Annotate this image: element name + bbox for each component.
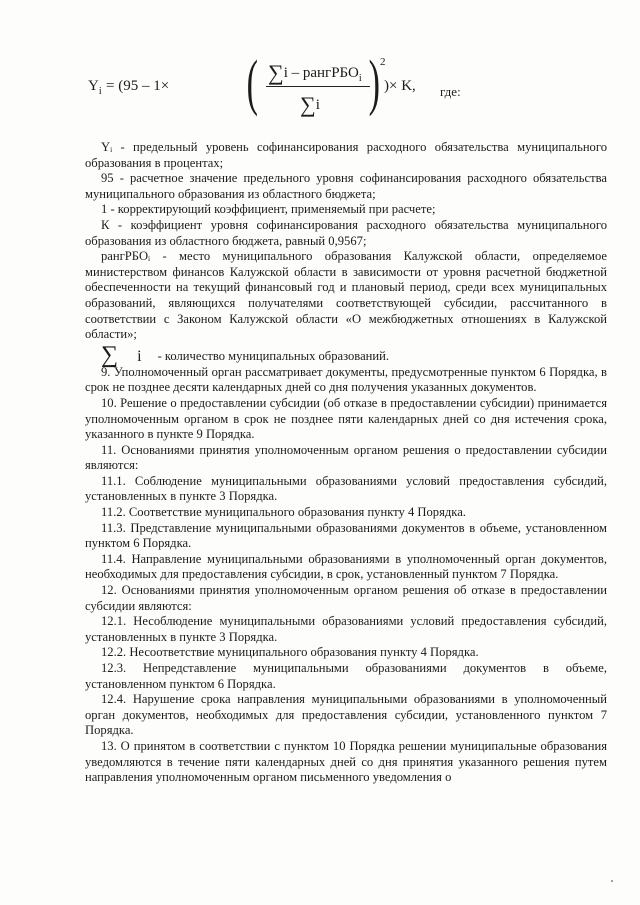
definition-k: К - коэффициент уровня софинансирования расходного обязательства муниципального образования из областного бюджета, равный 0,9567; xyxy=(85,217,607,248)
definition-95: 95 - расчетное значение предельного уровня софинансирования расходного обязательства муниципального образования из областного бюджета; xyxy=(85,171,607,201)
clause-13: 13. О принятом в соответствии с пунктом 10 Порядка решении муниципальные образования уведомляются в течение пяти календарных дней со дня принятия указанного решения путем направления уполномоченным органом письменного уведомления о xyxy=(85,738,607,785)
clause-11-1: 11.1. Соблюдение муниципальными образованиями условий предоставления субсидий, установленных в пункте 3 Порядка. xyxy=(85,473,607,504)
formula-lhs: $Y_i$ xyxy=(88,78,102,97)
formula-tail: )× K, xyxy=(384,78,416,94)
formula-numerator: ∑i – рангРБО$_i$ xyxy=(268,60,362,85)
clause-11-4: 11.4. Направление муниципальными образованиями в уполномоченный орган документов, необходимых для предоставления субсидии, в срок, установленный пунктом 7 Порядка. xyxy=(85,551,607,582)
clause-12-1: 12.1. Несоблюдение муниципальными образованиями условий предоставления субсидий, установленных в пункте 3 Порядка. xyxy=(85,614,607,644)
clause-11-2: 11.2. Соответствие муниципального образования пункту 4 Порядка. xyxy=(101,505,466,520)
sum-text: - количество муниципальных образований. xyxy=(157,349,390,364)
sum-symbol: ∑ xyxy=(101,341,119,368)
clause-12-2: 12.2. Несоответствие муниципального образования пункту 4 Порядка. xyxy=(101,645,479,660)
definition-rank: рангРБОᵢ - место муниципального образования Калужской области, определяемое министерством финансов Калужской области в зависимости от уровня расчетной бюджетной обеспеченности на текущий финансовый год и плановый период, среди всех муниципальных образований, являющихся получателями соответствующей субсидии, рассчитанного в соответствии с Законом Калужской области «О межбюджетных отношениях в Калужской области»; xyxy=(85,249,607,342)
document-body xyxy=(85,140,607,786)
clause-11-3: 11.3. Представление муниципальными образованиями документов в объеме, установленном пунктом 6 Порядка. xyxy=(85,520,607,551)
fraction-line xyxy=(266,86,370,87)
formula-where: где: xyxy=(440,84,461,99)
formula-left-paren: ( xyxy=(246,49,259,117)
formula-right-paren: ) xyxy=(368,49,381,117)
definition-1: 1 - корректирующий коэффициент, применяемый при расчете; xyxy=(101,202,436,217)
clause-12-4: 12.4. Нарушение срока направления муниципальными образованиями в уполномоченный орган документов, необходимых для предоставления субсидии, установленного пунктом 7 Порядка. xyxy=(85,692,607,738)
clause-10: 10. Решение о предоставлении субсидии (об отказе в предоставлении субсидии) принимается уполномоченным органом в срок не позднее пяти календарных дней со дня истечения срока, указанного в пункте 9 Порядка. xyxy=(85,395,607,442)
cofinancing-formula xyxy=(88,50,508,140)
clause-12-3: 12.3. Непредставление муниципальными образованиями документов в объеме, установленном пунктом 6 Порядка. xyxy=(85,661,607,691)
definition-sum xyxy=(85,341,607,368)
clause-9: 9. Уполномоченный орган рассматривает документы, предусмотренные пунктом 6 Порядка, в срок не позднее десяти календарных дней со дня получения указанных документов. xyxy=(85,364,607,395)
formula-denominator: ∑i xyxy=(300,92,320,117)
definition-yi: Yᵢ - предельный уровень софинансирования расходного обязательства муниципального образования в процентах; xyxy=(85,140,607,170)
sum-var: i xyxy=(137,348,142,366)
scan-speck xyxy=(611,880,613,882)
formula-power: 2 xyxy=(380,56,386,68)
clause-12: 12. Основаниями принятия уполномоченным органом решения об отказе в предоставлении субсидии являются: xyxy=(85,583,607,613)
clause-11: 11. Основаниями принятия уполномоченным органом решения о предоставлении субсидии являются: xyxy=(85,442,607,473)
formula-start: = (95 – 1× xyxy=(106,78,170,94)
